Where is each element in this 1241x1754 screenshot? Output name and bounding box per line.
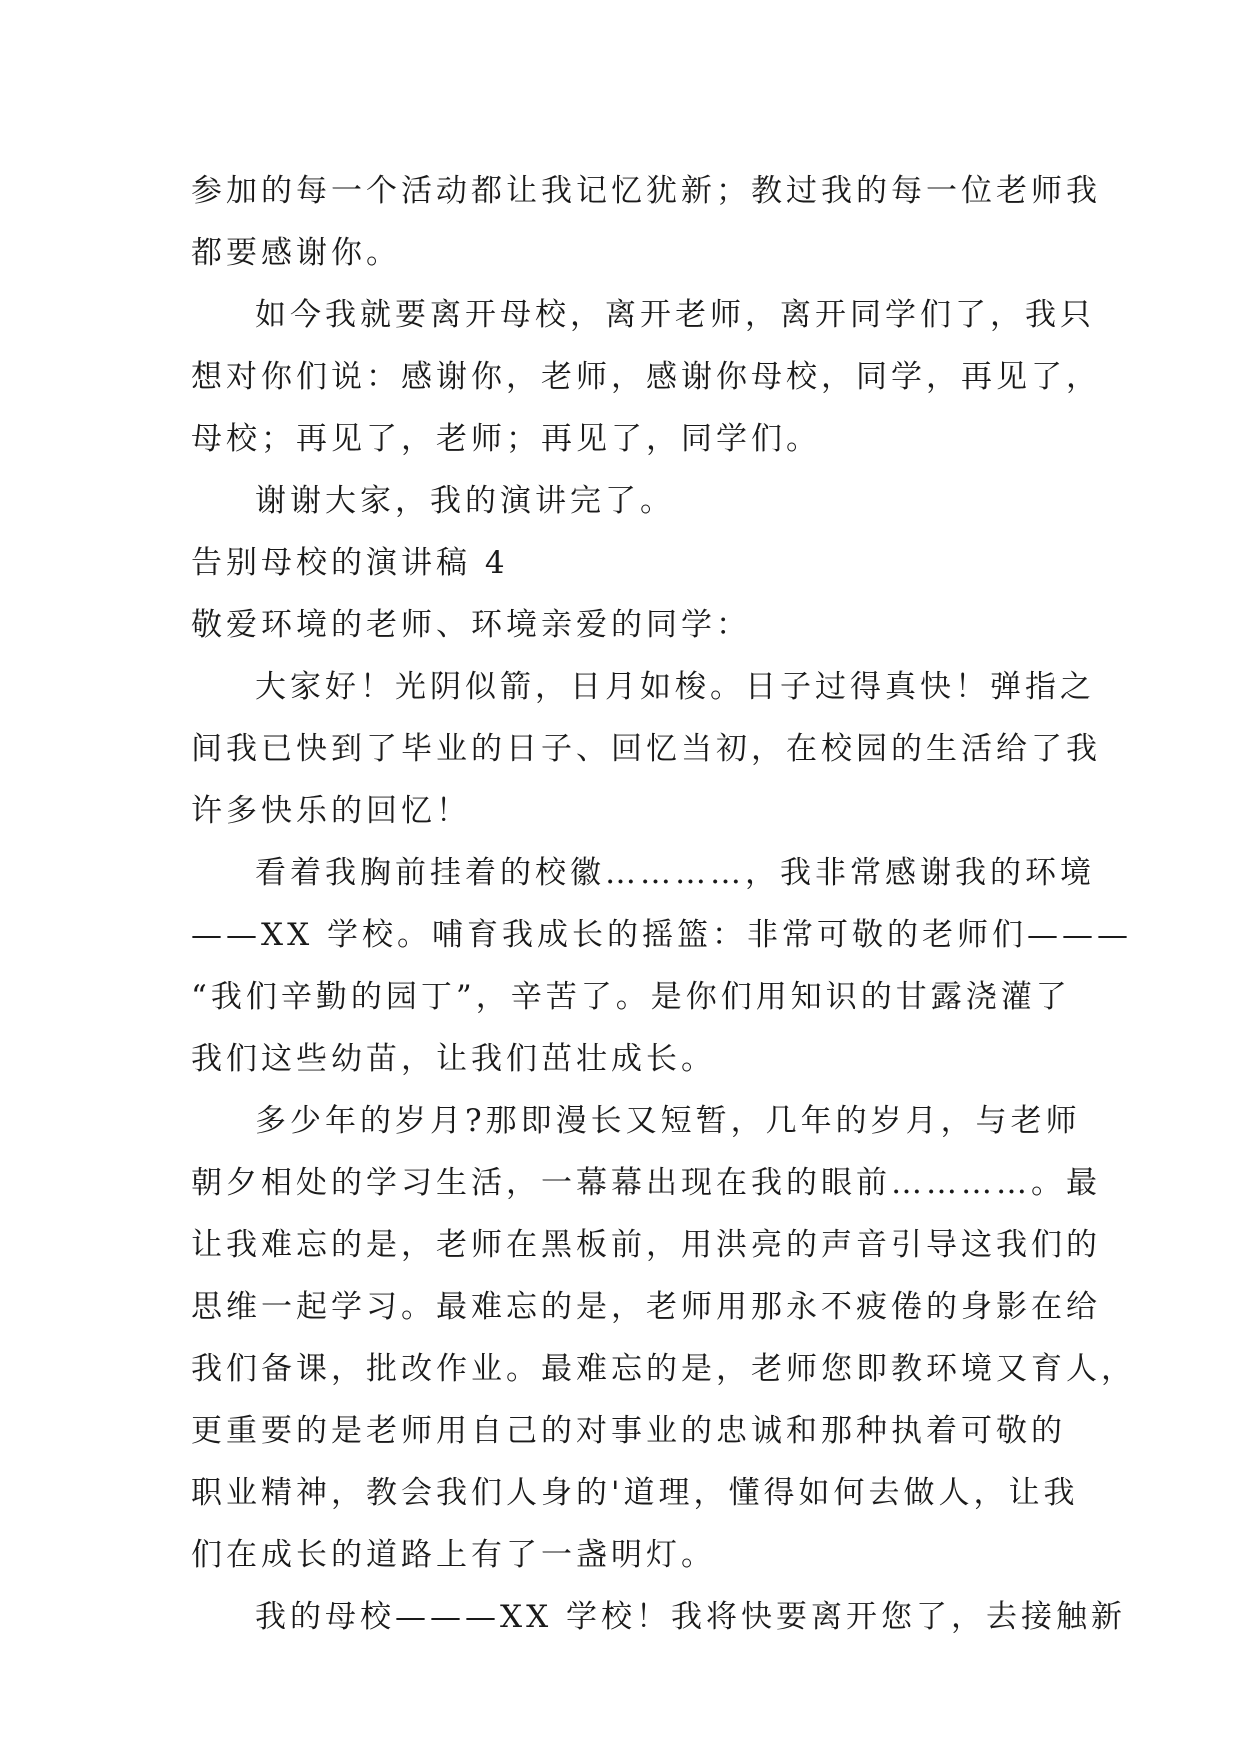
text-line: 们在成长的道路上有了一盏明灯。 xyxy=(191,1537,716,1573)
text-line: 大家好！光阴似箭，日月如梭。日子过得真快！弹指之 xyxy=(255,669,1095,705)
text-line: 参加的每一个活动都让我记忆犹新；教过我的每一位老师我 xyxy=(191,173,1101,209)
text-line: 思维一起学习。最难忘的是，老师用那永不疲倦的身影在给 xyxy=(191,1289,1101,1325)
text-line: 间我已快到了毕业的日子、回忆当初，在校园的生活给了我 xyxy=(191,731,1101,767)
text-line: 更重要的是老师用自己的对事业的忠诚和那种执着可敬的 xyxy=(191,1413,1066,1449)
text-line: “我们辛勤的园丁”，辛苦了。是你们用知识的甘露浇灌了 xyxy=(191,979,1071,1015)
text-line: 许多快乐的回忆！ xyxy=(191,793,471,829)
text-line: 我们备课，批改作业。最难忘的是，老师您即教环境又育人， xyxy=(191,1351,1136,1387)
document-body xyxy=(191,160,1136,1648)
text-line: ——XX 学校。哺育我成长的摇篮：非常可敬的老师们——— xyxy=(191,917,1132,953)
text-line: 谢谢大家，我的演讲完了。 xyxy=(255,483,675,519)
text-line: 多少年的岁月?那即漫长又短暂，几年的岁月，与老师 xyxy=(255,1103,1081,1139)
text-line: 我的母校———XX 学校！我将快要离开您了，去接触新 xyxy=(255,1599,1126,1635)
text-line: 都要感谢你。 xyxy=(191,235,401,271)
text-line: 母校；再见了，老师；再见了，同学们。 xyxy=(191,421,821,457)
text-line: 想对你们说：感谢你，老师，感谢你母校，同学，再见了， xyxy=(191,359,1101,395)
text-line: 让我难忘的是，老师在黑板前，用洪亮的声音引导这我们的 xyxy=(191,1227,1101,1263)
text-line: 我们这些幼苗，让我们茁壮成长。 xyxy=(191,1041,716,1077)
text-line: 职业精神，教会我们人身的'道理，懂得如何去做人，让我 xyxy=(191,1475,1079,1511)
text-line: 看着我胸前挂着的校徽…………，我非常感谢我的环境 xyxy=(255,855,1095,891)
text-line: 朝夕相处的学习生活，一幕幕出现在我的眼前…………。最 xyxy=(191,1165,1101,1201)
salutation: 敬爱环境的老师、环境亲爱的同学： xyxy=(191,607,751,643)
text-line: 如今我就要离开母校，离开老师，离开同学们了，我只 xyxy=(255,297,1095,333)
section-heading: 告别母校的演讲稿 4 xyxy=(191,545,509,581)
